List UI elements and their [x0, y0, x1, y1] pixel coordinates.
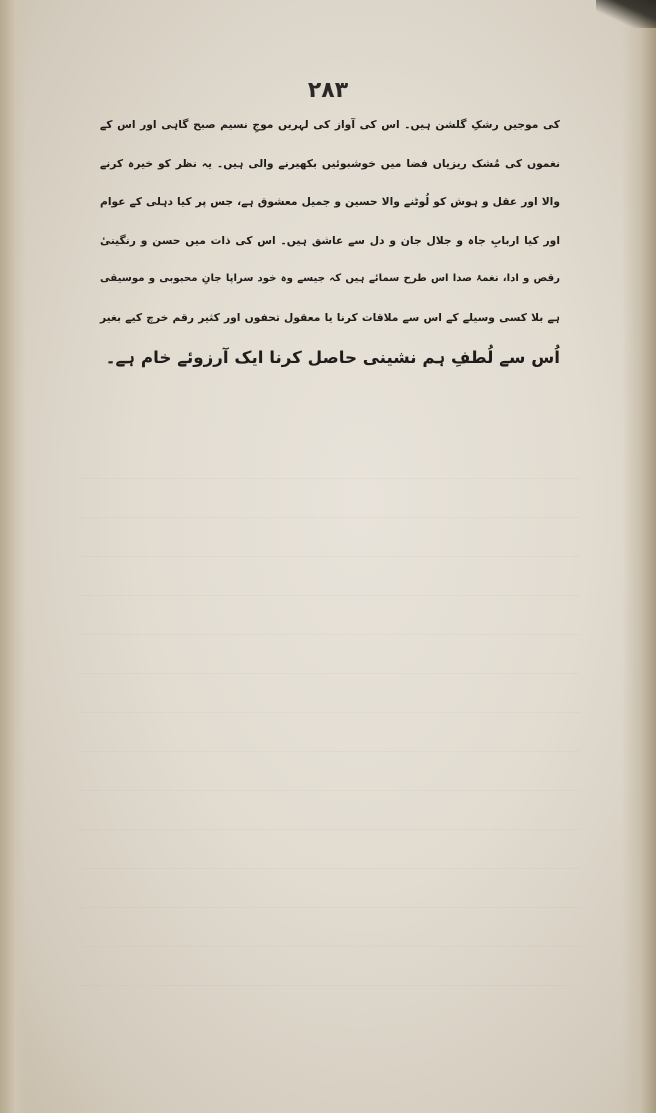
- text-line: اور کیا اربابِ جاہ و جلال جان و دل سے عاشق ہیں۔ اس کی ذات میں حسن و رنگینیٔ: [100, 233, 560, 247]
- text-line: نغموں کی مُشک ریزیاں فضا میں خوشبوئیں بکھیرنے والی ہیں۔ یہ نظر کو خیرہ کرنے: [100, 156, 560, 170]
- text-line: کی موجیں رشکِ گلشن ہیں۔ اس کی آواز کی لہریں موجِ نسیم صبح گاہی اور اس کے: [100, 118, 560, 131]
- paragraph: [100, 106, 560, 376]
- text-line: اُس سے لُطفِ ہم نشینی حاصل کرنا ایک آرزوئے خام ہے۔: [105, 346, 560, 367]
- text-line: والا اور عقل و ہوش کو لُوٹنے والا حسین و جمیل معشوق ہے، جس پر کیا دہلی کے عوام: [100, 195, 560, 209]
- page-corner-shadow: [596, 0, 656, 28]
- page-number: ۲۸۳: [307, 78, 349, 103]
- page-binding-edge: [622, 0, 656, 1113]
- text-line: ہے بلا کسی وسیلے کے اس سے ملاقات کرنا یا معقول تحفوں اور کثیر رقم خرچ کیے بغیر: [100, 310, 560, 324]
- text-line: رقص و ادا، نغمۂ صدا اس طرح سمائے ہیں کہ جیسے وہ خود سراپا جانِ محبوبی و موسیقی: [100, 273, 560, 285]
- show-through-lines: [80, 440, 580, 986]
